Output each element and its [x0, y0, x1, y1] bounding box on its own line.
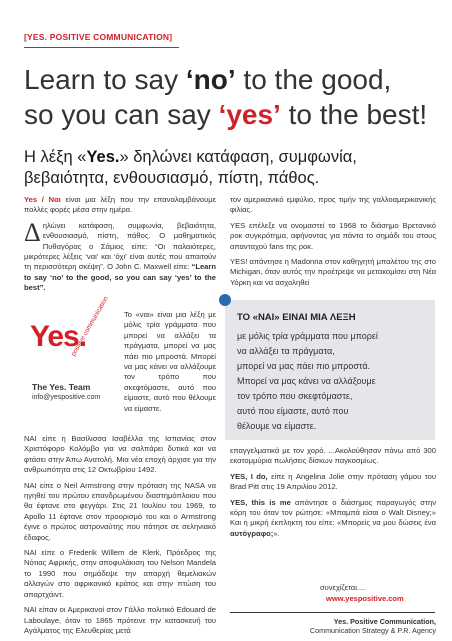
isabella-paragraph: ΝΑΙ είπε η Βασίλισσα Ισαβέλλα της Ισπανίας στον Χριστόφορο Κολόμβο για να σαλπάρει δυτικά και να φτάσει στην Άπω Ανατολή. Μια νέα εποχή άρχισε για την ανθρωπότητα στις 12 Οκτωβρίου 1492.: [24, 434, 216, 475]
footer-rule: [230, 612, 435, 613]
pull-quote-line: μπορεί να μας πάει πιο μπροστά.: [237, 361, 371, 371]
pull-quote-line: Μπορεί να μας κάνει να αλλάξουμε: [237, 376, 376, 386]
footer-line-2: Communication Strategy & P.R. Agency: [309, 626, 436, 635]
left-column-top: [24, 195, 216, 299]
disney-paragraph: YES, this is me απάντησε ο διάσημος παραγωγός στην κόρη του όταν τον ρώτησε: «Μπαμπά είσαι ο Walt Disney;» Και η μικρή έκπληκτη του είπε: «Μπορείς να μου δώσεις ένα αυτόγραφο;».: [230, 497, 437, 538]
madonna-paragraph: YES! απάντησε η Madonna στον καθηγητή μπαλέτου της στο Michigan, όταν αυτός την προέτρεψε να μετακομίσει στη Νέα Υόρκη και να ασχοληθεί: [230, 257, 436, 287]
pull-quote-line: θέλουμε να είμαστε.: [237, 421, 317, 431]
yes-logo-block: [24, 295, 119, 410]
team-name: The Yes. Team: [32, 382, 91, 392]
bullet-dot-icon: [219, 294, 231, 306]
team-email: info@yespositive.com: [32, 394, 101, 401]
maxwell-paragraph: Δηλώνει κατάφαση, συμφωνία, βεβαιότητα, ενθουσιασμό, πίστη, πάθος. Ο μαθηματικός Πυθαγόρας ο Σάμιος είπε: “Οι παλαιότερες, μικρότερες λέξεις ‘ναι’ και ‘όχι’ είναι αυτές που απαιτούν τη περισσότερη σκέψη”. Ο John C. Maxwell είπε: “Learn to say ‘no’ to the good, so you can say ‘yes’ to the best”.: [24, 217, 216, 293]
logo-tagline: positive communication: [70, 295, 110, 358]
pull-quote-line: αυτό που είμαστε, αυτό που: [237, 406, 349, 416]
yes-band-paragraph: YES επέλεξε να ονομαστεί το 1968 το διάσημο Βρετανικό ροκ συγκρότημα, αφήνοντας για πάντα το σημάδι του στους απανταχού fans της ροκ.: [230, 220, 436, 251]
left-column-bottom: [24, 434, 216, 641]
statue-paragraph: τον αμερικανικό εμφύλιο, προς τιμήν της γαλλοαμερικανικής φιλίας.: [230, 195, 436, 215]
pull-quote-line: τον τρόπο που σκεφτόμαστε,: [237, 391, 353, 401]
beside-logo-paragraph: [124, 310, 216, 419]
section-rule: [24, 47, 179, 48]
yes-logo: Yes.: [30, 320, 87, 353]
madonna-continued-paragraph: επαγγελματικά με τον χορό. ...Ακολούθησαν πάνω από 300 εκατομμύρια πωλήσεις δίσκων παγκοσμίως.: [230, 446, 436, 466]
headline-line-1: Learn to say ‘no’ to the good,: [24, 64, 392, 95]
armstrong-paragraph: ΝΑΙ είπε ο Neil Armstrong στην πρόταση της NASA να ηγηθεί του πρώτου επανδρωμένου διαστημόπλοιου που θα έφτανε στο φεγγάρι. Στις 21 Ιουλίου του 1969, το Apollo 11 έφτανε στον προορισμό του και ο Armstrong έγινε ο πρώτος αστροναύτης που πάτησε σε σεληνιακό έδαφος.: [24, 480, 216, 542]
deklerk-paragraph: ΝΑΙ είπε ο Frederik Willem de Klerk, Πρόεδρος της Νότιας Αφρικής, στην αποφυλάκιση του Nelson Mandela το 1990 που σημάδεψε την απαρχή θεμελιακών αλλαγών στο αφρικανικό κράτος και στην πτώση του απαρτχάιντ.: [24, 548, 216, 599]
pull-quote-line: με μόλις τρία γράμματα που μπορεί: [237, 331, 378, 341]
footer-credit: [230, 617, 436, 635]
right-column-bottom: [230, 446, 436, 544]
pull-quote-title: ΤΟ «ΝΑΙ» ΕΙΝΑΙ ΜΙΑ ΛΕΞΗ: [237, 312, 356, 323]
pull-quote-box: [225, 300, 435, 440]
right-column-top: [230, 195, 436, 293]
headline: [24, 62, 444, 132]
section-label: [YES. POSITIVE COMMUNICATION]: [24, 32, 173, 42]
footer-line-1: Yes. Positive Communication,: [333, 617, 436, 626]
pull-quote-line: να αλλάξει τα πράγματα,: [237, 346, 335, 356]
headline-line-2: so you can say ‘yes’ to the best!: [24, 99, 428, 130]
website-link[interactable]: www.yespositive.com: [326, 594, 404, 603]
laboulaye-paragraph: ΝΑΙ είπαν οι Αμερικανοί στον Γάλλο πολιτικό Edouard de Laboulaye, όταν το 1865 πρότεινε την κατασκευή του Αγάλματος της Ελευθερίας μετά: [24, 605, 216, 635]
subheadline: Η λέξη «Yes.» δηλώνει κατάφαση, συμφωνία, βεβαιότητα, ενθουσιασμό, πίστη, πάθος.: [24, 148, 357, 187]
continued-note: συνεχίζεται....: [320, 583, 366, 592]
beside-logo-text: Το «ναι» είναι μια λέξη με μόλις τρία γράμματα που μπορεί να αλλάξει τα πράγματα, μπορεί να μας πάει πιο μπροστά. Μπορεί να μας κάνει να αλλάξουμε τον τρόπο που σκεφτόμαστε, αυτό που είμαστε, αυτό που θέλουμε να είμαστε.: [124, 310, 216, 413]
jolie-paragraph: YES, I do, είπε η Angelina Jolie στην πρόταση γάμου του Brad Pitt στις 19 Απριλίου 2012.: [230, 471, 436, 492]
intro-paragraph: Yes / Ναι είναι μια λέξη που την επαναλαμβάνουμε πολλές φορές μέσα στην ημέρα.: [24, 195, 216, 215]
